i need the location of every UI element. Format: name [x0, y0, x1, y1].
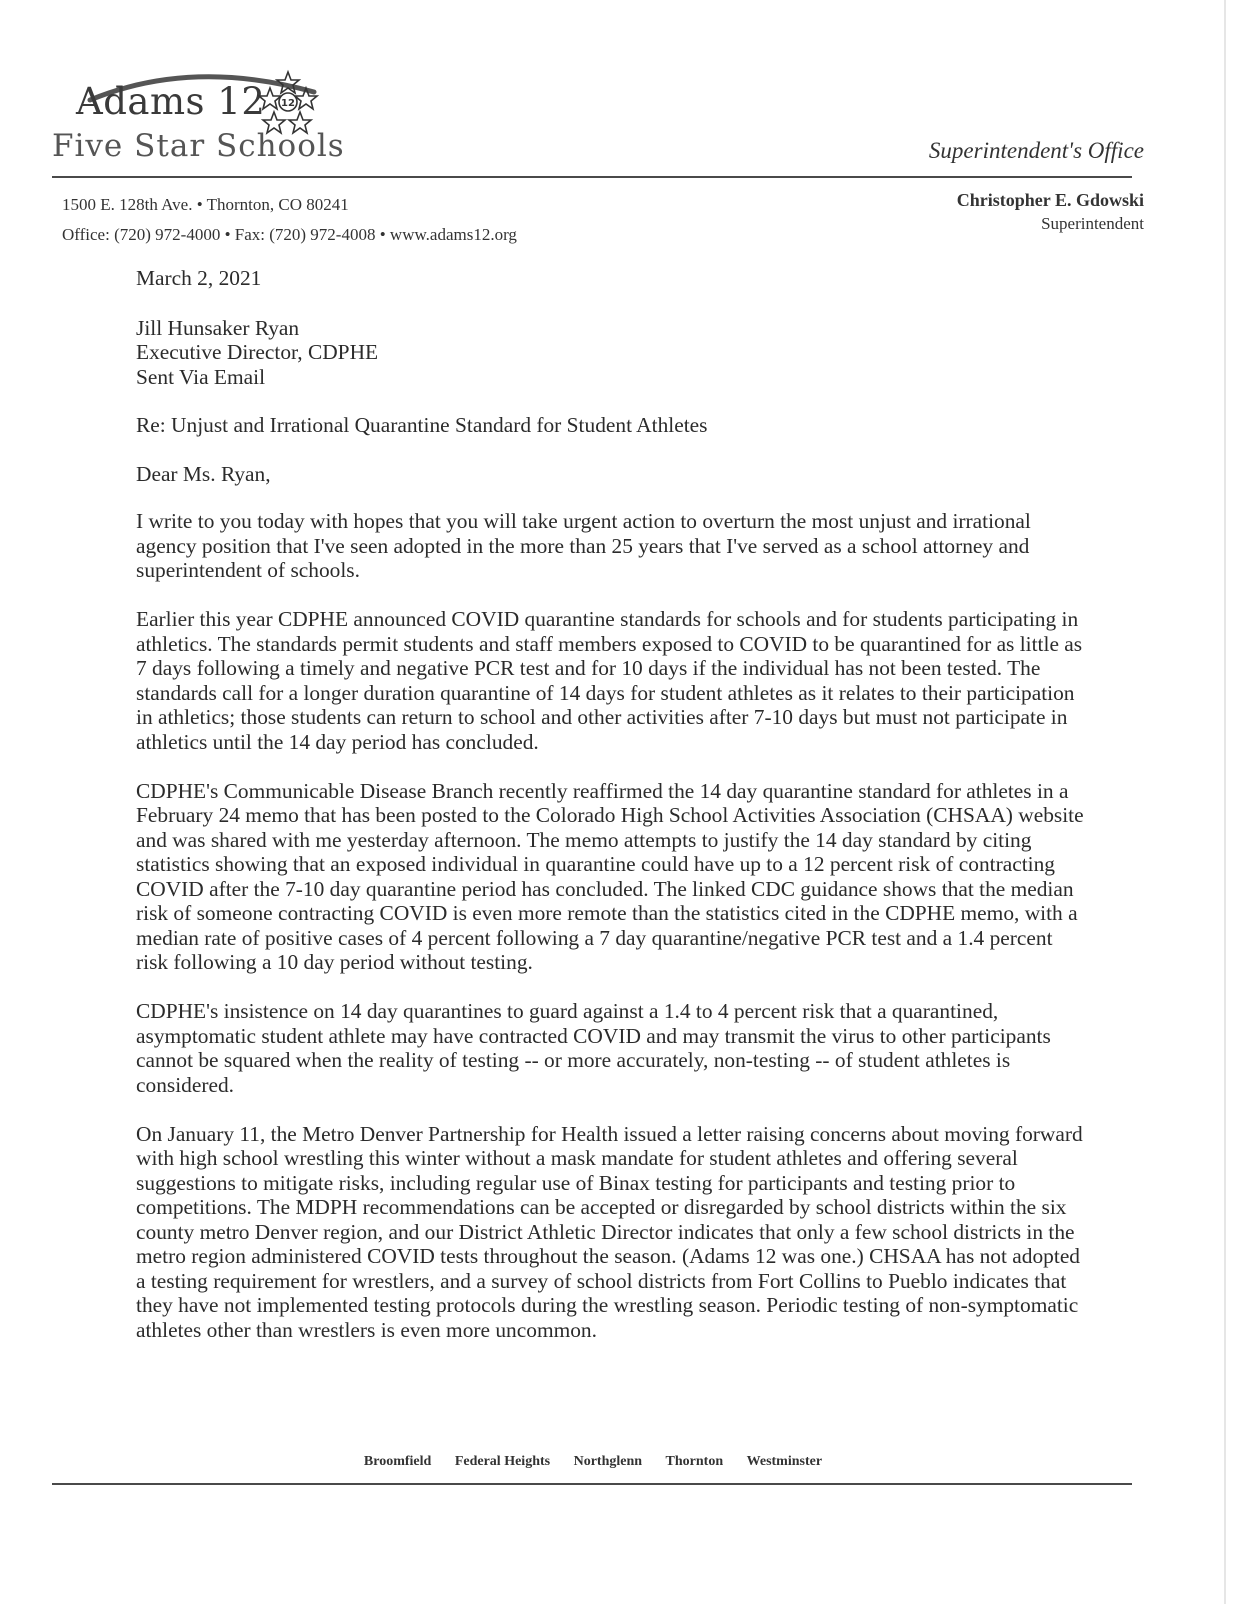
office-label: Superintendent's Office	[928, 138, 1144, 163]
recipient-name: Jill Hunsaker Ryan	[136, 315, 300, 340]
salutation: Dear Ms. Ryan,	[136, 461, 271, 486]
paragraph: Earlier this year CDPHE announced COVID quarantine standards for schools and for students participating in athletics. The standards permit students and staff members exposed to COVID to be quarantined for as little as 7 days following a timely and negative PCR test and for 10 days if the individual has not been tested. The standards call for a longer duration quarantine of 14 days for student athletes as it relates to their participation in athletics; those students can return to school and other activities after 7-10 days but must not participate in athletics until the 14 day period has concluded.	[136, 607, 1083, 754]
letter-date: March 2, 2021	[136, 266, 262, 290]
paragraph: I write to you today with hopes that you will take urgent action to overturn the most unjust and irrational agency position that I've seen adopted in the more than 25 years that I've served as a school attorney and superintendent of schools.	[136, 509, 1031, 582]
district-address	[62, 190, 517, 250]
scan-edge	[1224, 0, 1226, 1604]
footer-town: Northglenn	[573, 1454, 643, 1469]
superintendent-name: Christopher E. Gdowski	[956, 190, 1144, 210]
logo-badge-text: 12	[281, 98, 295, 109]
footer-towns	[0, 1454, 1186, 1470]
footer-town: Westminster	[746, 1454, 823, 1469]
letter-body	[136, 266, 1086, 1367]
paragraph: On January 11, the Metro Denver Partnership for Health issued a letter raising concerns about moving forward with high school wrestling this winter without a mask mandate for student athletes and offering several suggestions to mitigate risks, including regular use of Binax testing for participants and testing prior to competitions. The MDPH recommendations can be accepted or disregarded by school districts within the six county metro Denver region, and our District Athletic Director indicates that only a few school districts in the metro region administered COVID tests throughout the season. (Adams 12 was one.) CHSAA has not adopted a testing requirement for wrestlers, and a survey of school districts from Fort Collins to Pueblo indicates that they have not implemented testing protocols during the wrestling season. Periodic testing of non-symptomatic athletes other than wrestlers is even more uncommon.	[136, 1121, 1083, 1342]
header-rule	[52, 176, 1132, 178]
footer-town: Broomfield	[363, 1454, 432, 1469]
footer-rule	[52, 1483, 1132, 1485]
footer-town: Federal Heights	[454, 1454, 551, 1469]
superintendent-title: Superintendent	[1041, 214, 1144, 233]
paragraph: CDPHE's insistence on 14 day quarantines to guard against a 1.4 to 4 percent risk that a quarantined, asymptomatic student athlete may have contracted COVID and may transmit the virus to other participants cannot be squared when the reality of testing -- or more accurately, non-testing -- of student athletes is considered.	[136, 999, 1051, 1097]
recipient-block	[136, 316, 1086, 390]
district-logo	[52, 66, 352, 166]
subject-line: Re: Unjust and Irrational Quarantine Standard for Student Athletes	[136, 413, 708, 437]
paragraph: CDPHE's Communicable Disease Branch recently reaffirmed the 14 day quarantine standard for athletes in a February 24 memo that has been posted to the Colorado High School Activities Association (CHSAA) website and was shared with me yesterday afternoon. The memo attempts to justify the 14 day standard by citing statistics showing that an exposed individual in quarantine could have up to a 12 percent risk of contracting COVID after the 7-10 day quarantine period has concluded. The linked CDC guidance shows that the median risk of someone contracting COVID is even more remote than the statistics cited in the CDPHE memo, with a median rate of positive cases of 4 percent following a 7 day quarantine/negative PCR test and a 1.4 percent risk following a 10 day period without testing.	[136, 778, 1084, 974]
logo-wordmark-top: Adams 12	[76, 80, 266, 123]
address-line: 1500 E. 128th Ave. • Thornton, CO 80241	[62, 195, 349, 214]
superintendent-block	[957, 188, 1144, 236]
logo-wordmark-bottom: Five Star Schools	[52, 128, 345, 164]
delivery-method: Sent Via Email	[136, 364, 266, 389]
contact-line: Office: (720) 972-4000 • Fax: (720) 972-4008 • www.adams12.org	[62, 225, 517, 244]
footer-town: Thornton	[665, 1454, 724, 1469]
recipient-title: Executive Director, CDPHE	[136, 340, 379, 364]
